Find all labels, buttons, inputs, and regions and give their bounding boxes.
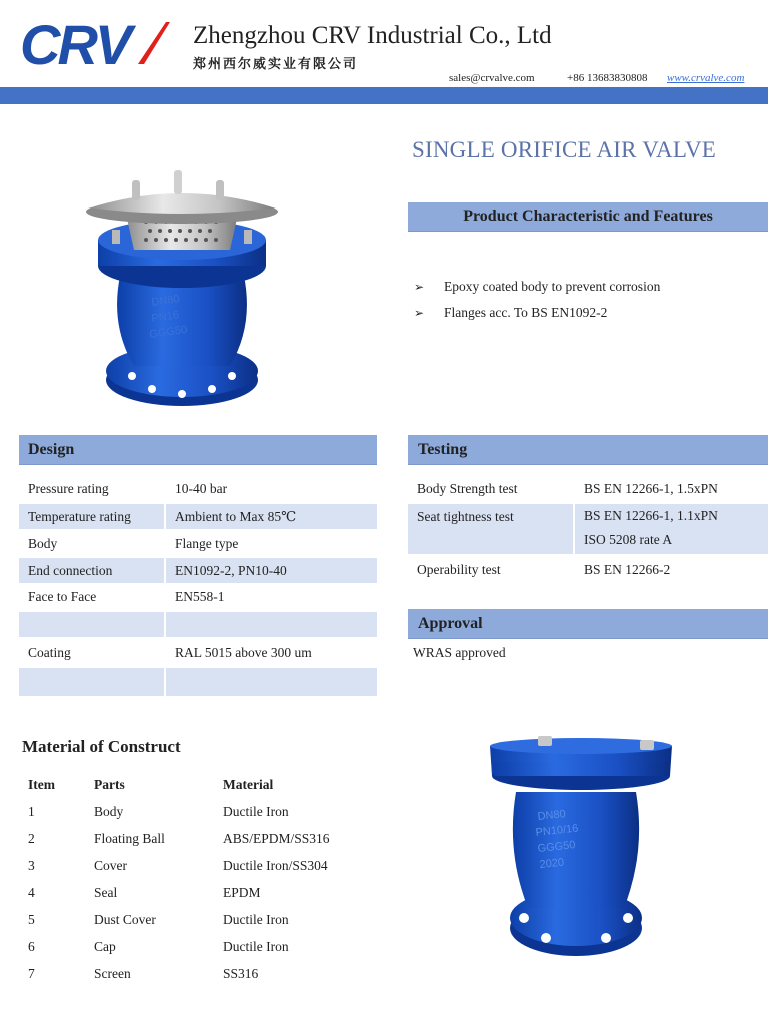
- feature-item: ➢ Flanges acc. To BS EN1092-2: [414, 305, 608, 320]
- crv-logo: [20, 18, 170, 70]
- product-title: SINGLE ORIFICE AIR VALVE: [412, 137, 717, 162]
- table-row: Operability test BS EN 12266-2: [408, 555, 768, 584]
- table-row: Face to Face EN558-1: [19, 584, 377, 611]
- table-row: [19, 667, 377, 697]
- table-row: Pressure rating 10-40 bar: [19, 475, 377, 503]
- feature-item: ➢ Epoxy coated body to prevent corrosion: [414, 279, 661, 294]
- company-name-en: Zhengzhou CRV Industrial Co., Ltd: [193, 22, 552, 49]
- features-heading-bar: [408, 202, 768, 232]
- casting-text-2: PN16: [150, 309, 180, 325]
- table-row: 7 Screen SS316: [28, 965, 259, 981]
- header-band: [0, 87, 768, 104]
- table-header-row: Item Parts Material: [28, 776, 274, 792]
- table-row: [19, 611, 377, 638]
- casting-text-4: 2020: [539, 856, 565, 871]
- table-row: Temperature rating Ambient to Max 85℃: [19, 503, 377, 530]
- table-row: Coating RAL 5015 above 300 um: [19, 638, 377, 667]
- material-table: [19, 771, 379, 987]
- casting-text-1: DN80: [537, 808, 567, 823]
- table-row: Body Flange type: [19, 530, 377, 557]
- company-name-cn: 郑州西尔威实业有限公司: [193, 56, 359, 71]
- table-row: 6 Cap Ductile Iron: [28, 938, 289, 954]
- website-link[interactable]: www.crvalve.com: [667, 72, 745, 84]
- table-row: 1 Body Ductile Iron: [28, 803, 289, 819]
- features-heading: Product Characteristic and Features: [463, 208, 713, 225]
- testing-heading-bar: [408, 435, 768, 465]
- casting-text-3: GGG50: [537, 839, 577, 855]
- casting-text-3: GGG50: [148, 323, 188, 341]
- table-row: 4 Seal EPDM: [28, 884, 261, 900]
- arrow-right-bullet-icon: ➢: [414, 280, 425, 294]
- air-valve-with-dust-cover-photo: [80, 166, 280, 411]
- approval-heading-bar: [408, 609, 768, 639]
- table-row: Body Strength test BS EN 12266-1, 1.5xPN: [408, 475, 768, 503]
- table-row: 2 Floating Ball ABS/EPDM/SS316: [28, 830, 330, 846]
- design-heading-bar: [19, 435, 377, 465]
- arrow-right-bullet-icon: ➢: [414, 306, 425, 320]
- testing-table: [408, 475, 768, 585]
- material-heading: Material of Construct: [22, 737, 181, 756]
- table-row: Seat tightness test BS EN 12266-1, 1.1xPN ISO 5208 rate A: [408, 503, 768, 555]
- approval-heading: Approval: [418, 615, 483, 632]
- testing-heading: Testing: [418, 441, 468, 458]
- logo-text: CRV: [20, 18, 130, 70]
- table-row: 5 Dust Cover Ductile Iron: [28, 911, 289, 927]
- casting-text-1: DN80: [150, 293, 181, 309]
- approval-text: WRAS approved: [413, 645, 506, 660]
- air-valve-photo: [484, 732, 680, 960]
- contact-phone: +86 13683830808: [567, 72, 648, 84]
- design-table: [19, 475, 377, 698]
- table-row: End connection EN1092-2, PN10-40: [19, 557, 377, 584]
- design-heading: Design: [28, 441, 75, 458]
- contact-email[interactable]: sales@crvalve.com: [449, 72, 535, 84]
- casting-text-2: PN10/16: [535, 822, 579, 839]
- logo-red-stroke: [138, 22, 170, 64]
- table-row: 3 Cover Ductile Iron/SS304: [28, 857, 328, 873]
